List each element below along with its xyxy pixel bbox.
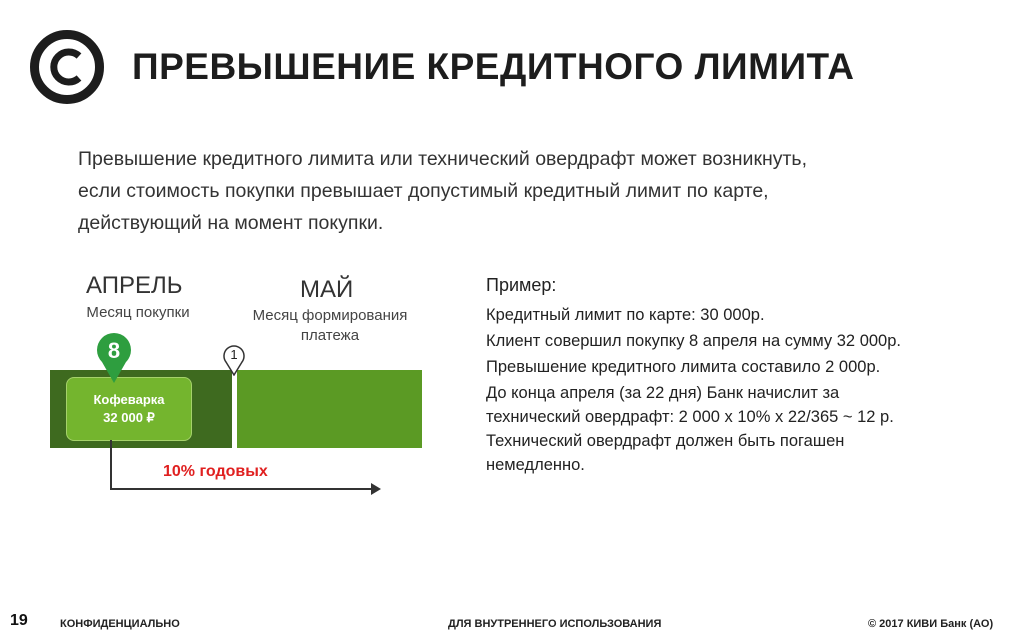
month-april-sub: Месяц покупки: [86, 304, 190, 321]
footer-copyright: © 2017 КИВИ Банк (АО): [868, 618, 994, 630]
month-may-label: МАЙ: [300, 276, 354, 303]
page-title: ПРЕВЫШЕНИЕ КРЕДИТНОГО ЛИМИТА: [132, 46, 855, 87]
pin-day-april: 8: [107, 338, 121, 363]
example-block: [486, 275, 1006, 478]
timeline-axis-vertical: [110, 440, 112, 490]
example-calc-line: технический овердрафт: 2 000 х 10% х 22/365 ~ 12 р.: [486, 408, 894, 426]
intro-line: действующий на момент покупки.: [78, 212, 384, 234]
example-line: Клиент совершил покупку 8 апреля на сумму 32 000р.: [486, 332, 901, 350]
timeline-axis-horizontal: [110, 488, 376, 490]
intro-line: Превышение кредитного лимита или технический овердрафт может возникнуть,: [78, 148, 808, 170]
arrow-right-icon: [371, 483, 381, 495]
copyright-c-icon: [30, 30, 104, 104]
purchase-name: Кофеварка: [93, 392, 165, 407]
month-may-sub: [232, 306, 428, 346]
intro-paragraph: [78, 143, 958, 239]
example-line: Кредитный лимит по карте: 30 000р.: [486, 306, 765, 324]
example-line: Превышение кредитного лимита составило 2 000р.: [486, 358, 881, 376]
month-may-sub-line: платежа: [300, 327, 360, 344]
map-pin-outline-icon: [222, 342, 246, 376]
intro-line: если стоимость покупки превышает допустимый кредитный лимит по карте,: [78, 180, 769, 202]
map-pin-icon: [94, 330, 134, 384]
page-number: 19: [10, 612, 28, 629]
month-divider: [234, 370, 236, 448]
purchase-box: [66, 377, 192, 441]
month-may-sub-line: Месяц формирования: [252, 307, 408, 324]
footer-internal-use: ДЛЯ ВНУТРЕННЕГО ИСПОЛЬЗОВАНИЯ: [448, 618, 662, 630]
example-title: Пример:: [486, 275, 557, 295]
may-period-bar: [237, 370, 422, 448]
example-note-line: немедленно.: [486, 456, 585, 474]
example-calc-line: До конца апреля (за 22 дня) Банк начислит за: [486, 384, 840, 402]
pin-day-may: 1: [230, 347, 238, 362]
example-note-line: Технический овердрафт должен быть погашен: [486, 432, 845, 450]
month-april-label: АПРЕЛЬ: [86, 272, 183, 299]
purchase-amount: 32 000 ₽: [103, 410, 155, 425]
interest-rate-label: 10% годовых: [163, 463, 268, 480]
footer-confidential: КОНФИДЕНЦИАЛЬНО: [60, 618, 180, 630]
copyright-c-glyph: [45, 45, 89, 89]
